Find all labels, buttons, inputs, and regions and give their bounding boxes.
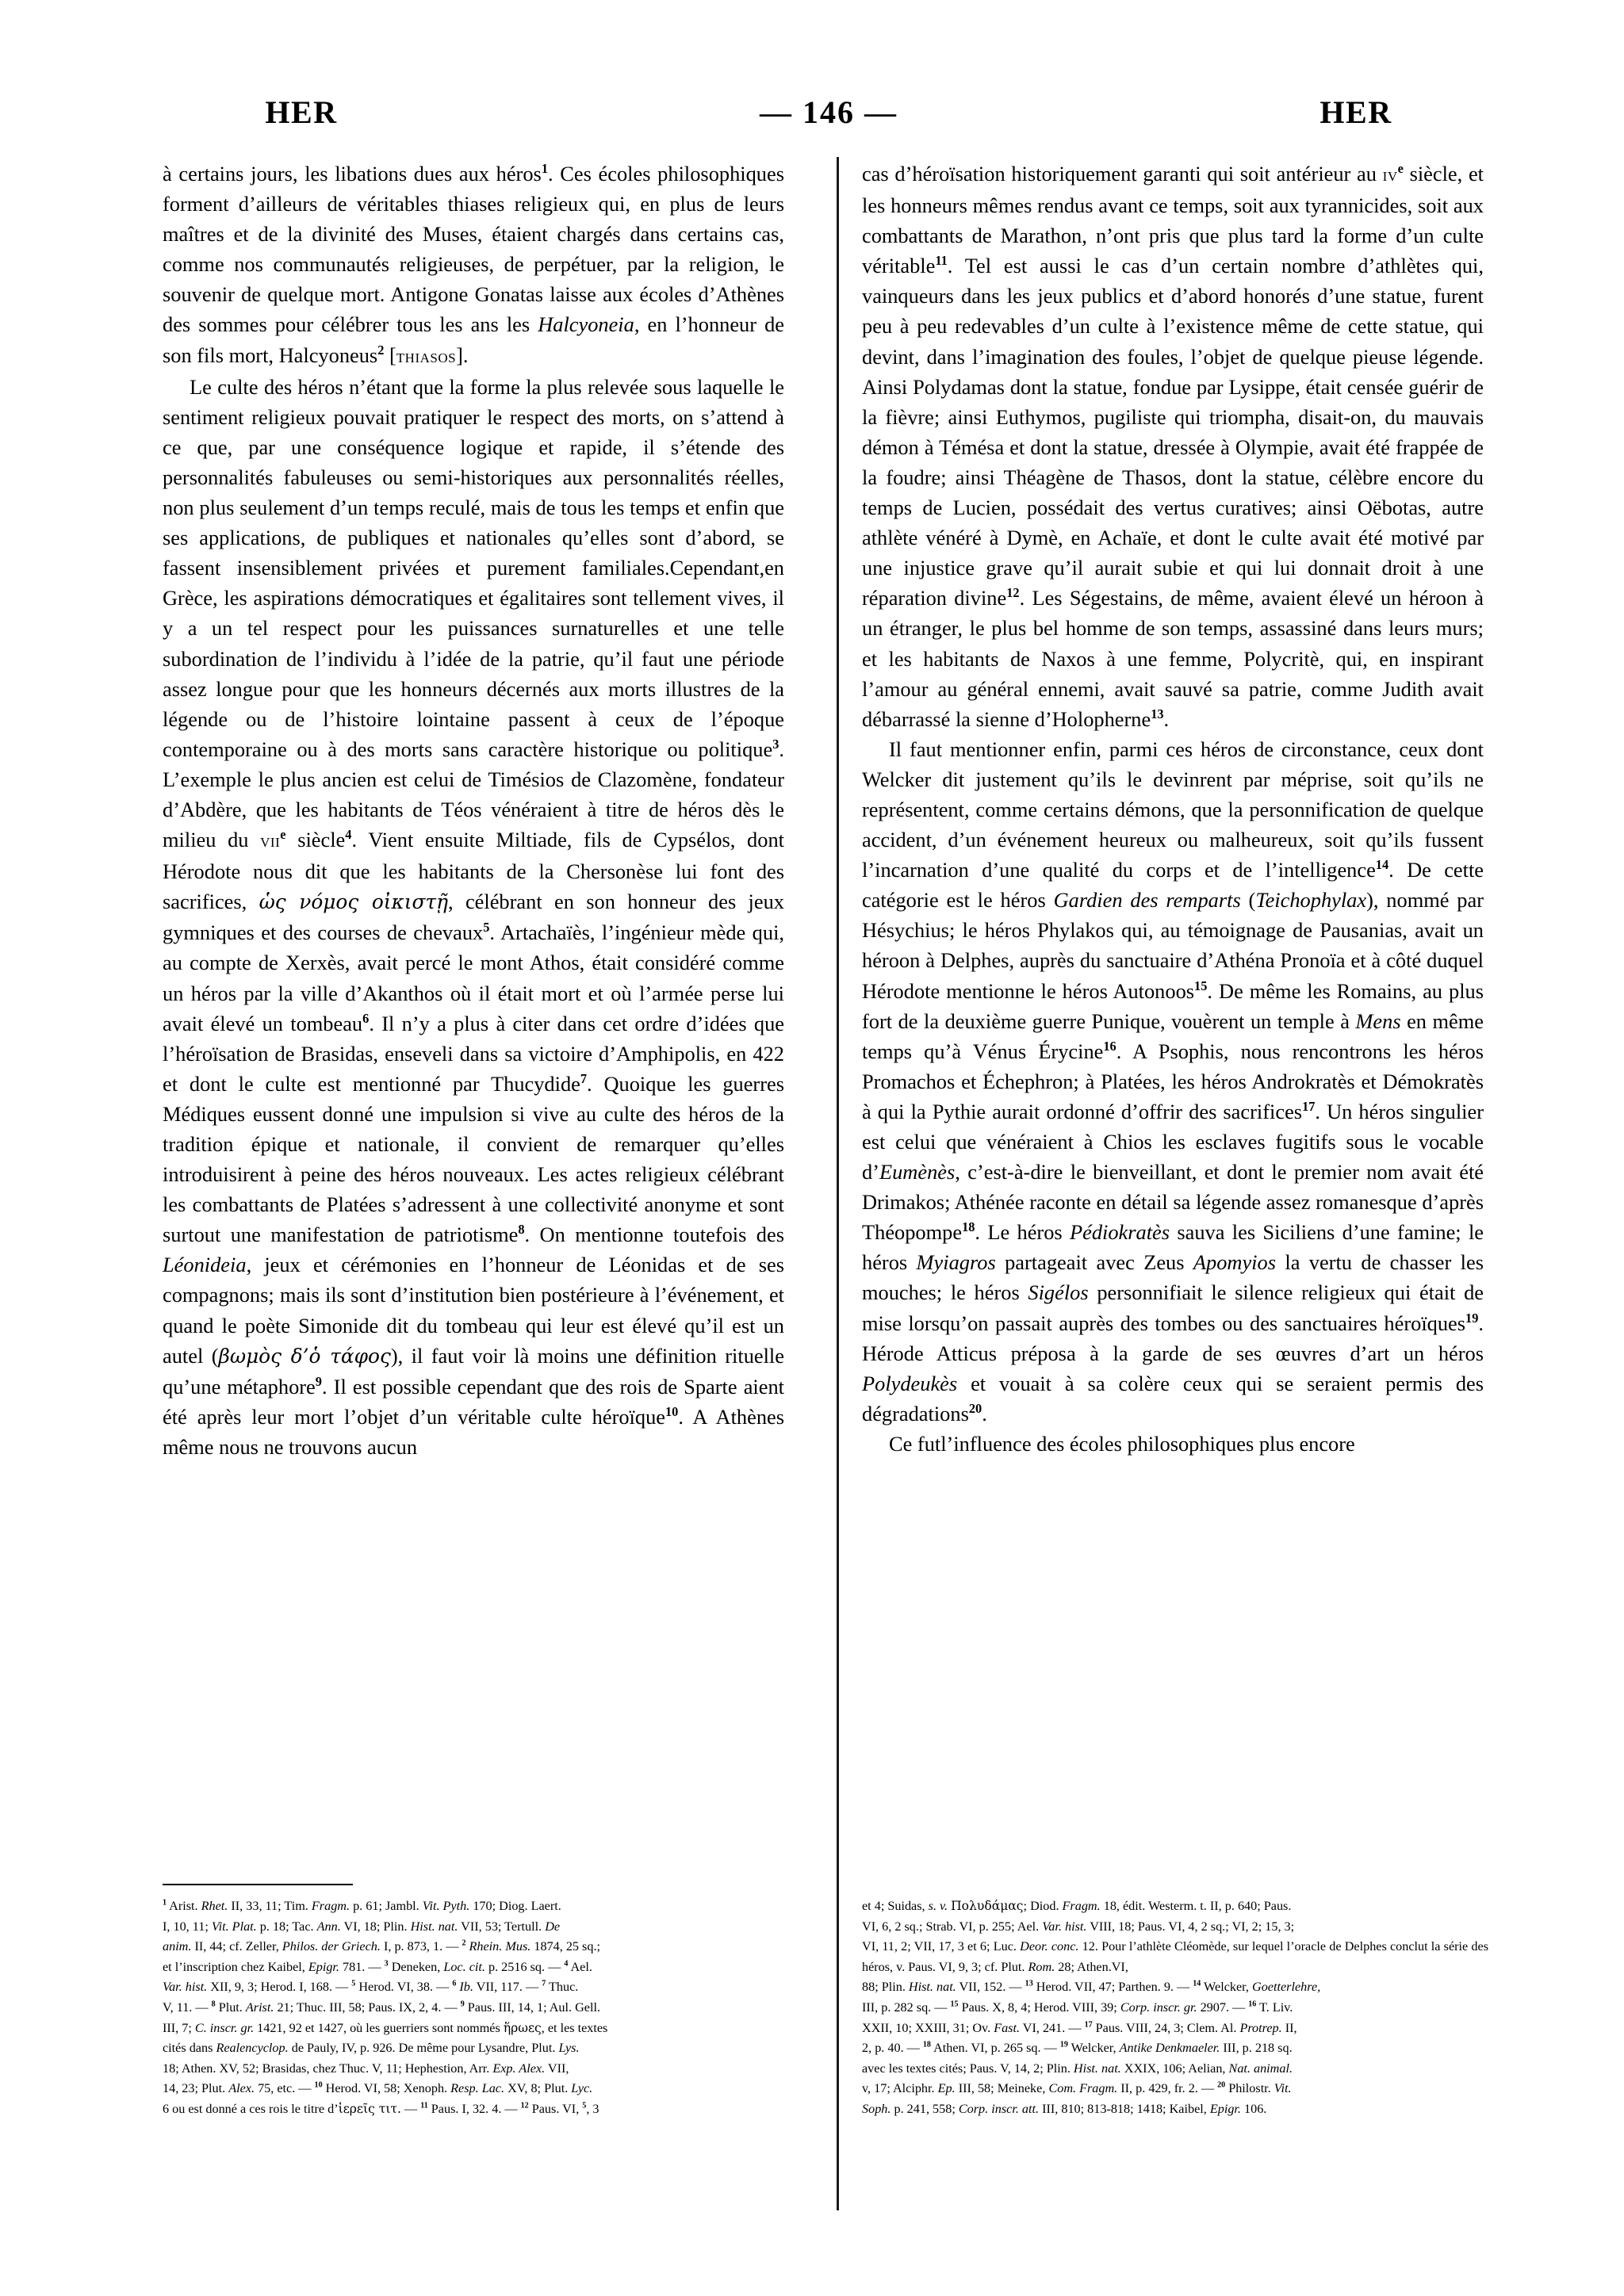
body-column-right <box>862 159 1484 1459</box>
footnote-line: III, 7; C. inscr. gr. 1421, 92 et 1427, où les guerriers sont nommés ἥρωες, et les textes <box>163 2020 608 2035</box>
footnote-line: XXII, 10; XXIII, 31; Ov. Fast. VI, 241. — $^{17}$ Paus. VIII, 24, 3; Clem. Al. Protrep. II, <box>862 2020 1297 2035</box>
footnote-line: avec les textes cités; Paus. V, 14, 2; Plin. Hist. nat. XXIX, 106; Aelian, Nat. animal. <box>862 2061 1293 2076</box>
footnote-line: III, p. 282 sq. — $^{15}$ Paus. X, 8, 4; Herod. VIII, 39; Corp. inscr. gr. 2907. — $^{16}$ T. Liv. <box>862 1999 1293 2015</box>
footnote-line: v, 17; Alciphr. Ep. III, 58; Meineke, Com. Fragm. II, p. 429, fr. 2. — $^{20}$ Philostr. Vit. <box>862 2080 1292 2096</box>
footnote-separator-rule <box>163 1884 353 1885</box>
running-head-right: HER <box>1320 94 1392 130</box>
footnote-line: $^1$ Arist. Rhet. II, 33, 11; Tim. Fragm. p. 61; Jambl. Vit. Pyth. 170; Diog. Laert. <box>163 1898 561 1913</box>
footnote-line: et l’inscription chez Kaibel, Epigr. 781. — $^3$ Deneken, Loc. cit. p. 2516 sq. — $^4$ Ael. <box>163 1959 592 1974</box>
footnote-line: et 4; Suidas, s. v. Πολυδάμας; Diod. Fragm. 18, édit. Westerm. t. II, p. 640; Paus. <box>862 1899 1292 1913</box>
column-divider-rule <box>837 157 839 2210</box>
footnote-line: VI, 11, 2; VII, 17, 3 et 6; Luc. Deor. conc. 12. Pour l’athlète Cléomède, sur lequel l’oracle de Delphes conclut la série des héros, v. Paus. VI, 9, 3; cf. Plut. Rom. 28; Athen.VI, <box>862 1939 1488 1974</box>
footnote-line: 6 ou est donné a ces rois le titre d’ἱερεῖς τιτ. — $^{11}$ Paus. I, 32. 4. — $^{12}$ Paus. VI, $^5$, 3 <box>163 2101 599 2116</box>
footnote-line: I, 10, 11; Vit. Plat. p. 18; Tac. Ann. VI, 18; Plin. Hist. nat. VII, 53; Tertull. De <box>163 1919 561 1934</box>
paragraph: Le culte des héros n’étant que la forme la plus relevée sous laquelle le sentiment religieux pouvait pratiquer le respect des morts, on s’attend à ce que, par une conséquence logique et rapide, il s’étende des personnalités fabuleuses ou semi-historiques aux personnalités réelles, non plus seulement d’un temps reculé, mais de tous les temps et enfin que ses applications, de publiques et nationales qu’elles sont d’abord, se fassent insensiblement privées et purement familiales.Cependant,en Grèce, les aspirations démocratiques et égalitaires sont tellement vives, il y a un tel respect pour les puissances surnaturelles et une telle subordination de l’individu à l’idée de la patrie, qu’il faut une période assez longue pour que les honneurs décernés aux morts illustres de la légende ou de l’histoire lointaine passent à ceux de l’époque contemporaine ou à des morts sans caractère historique ou politique$^3$. L’exemple le plus ancien est celui de Timésios de Clazomène, fondateur d’Abdère, que les habitants de Téos vénéraient à titre de héros dès le milieu du vii$^e$ siècle$^4$. Vient ensuite Miltiade, fils de Cypsélos, dont Hérodote nous dit que les habitants de la Chersonèse lui font des sacrifices, ὡς νόμος οἰκιστῇ, célébrant en son honneur des jeux gymniques et des courses de chevaux$^5$. Artachaïès, l’ingénieur mède qui, au compte de Xerxès, avait percé le mont Athos, était considéré comme un héros par la ville d’Akanthos où il était mort et où l’armée perse lui avait élevé un tombeau$^6$. Il n’y a plus à citer dans cet ordre d’idées que l’héroïsation de Brasidas, enseveli dans sa victoire d’Amphipolis, en 422 et dont le culte est mentionné par Thucydide$^7$. Quoique les guerres Médiques eussent donné une impulsion si vive au culte des héros de la tradition épique et nationale, il convient de remarquer qu’elles introduisirent à peine des héros nouveaux. Les actes religieux célébrant les combattants de Platées s’adressent à une collectivité anonyme et sont surtout une manifestation de patriotisme$^8$. On mentionne toutefois des Léonideia, jeux et cérémonies en l’honneur de Léonidas et de ses compagnons; mais ils sont d’institution bien postérieure à l’événement, et quand le poète Simonide dit du tombeau qui leur est élevé qu’il est un autel (βωμὸς δ’ὁ τάφος), il faut voir là moins une définition rituelle qu’une métaphore$^9$. Il est possible cependant que des rois de Sparte aient été après leur mort l’objet d’un véritable culte héroïque$^{10}$. A Athènes même nous ne trouvons aucun <box>163 374 785 1459</box>
footnote-line: cités dans Realencyclop. de Pauly, IV, p. 926. De même pour Lysandre, Plut. Lys. <box>163 2041 580 2056</box>
footnote-line: Soph. p. 241, 558; Corp. inscr. att. III, 810; 813-818; 1418; Kaibel, Epigr. 106. <box>862 2101 1267 2116</box>
footnote-line: VI, 6, 2 sq.; Strab. VI, p. 255; Ael. Var. hist. VIII, 18; Paus. VI, 4, 2 sq.; VI, 2; 15, 3; <box>862 1919 1295 1934</box>
paragraph: cas d’héroïsation historiquement garanti qui soit antérieur au $iv^e$ siècle, et les honneurs mêmes rendus avant ce temps, soit aux tyrannicides, soit aux combattants de Marathon, n’ont pris que plus tard la forme d’un culte véritable$^{11}$. Tel est aussi le cas d’un certain nombre d’athlètes qui, vainqueurs dans les jeux publics et d’abord honorés d’une statue, furent peu à peu redevables d’un culte à l’existence même de cette statue, qui devint, dans l’imagination des foules, l’objet de quelque pieuse légende. Ainsi Polydamas dont la statue, fondue par Lysippe, était censée guérir de la fièvre; ainsi Euthymos, pugiliste qui triompha, disait-on, du mauvais démon à Témésa et dont la statue, dressée à Olympie, avait été frappée de la foudre; ainsi Théagène de Thasos, dont la statue, célèbre encore du temps de Lucien, possédait des vertus curatives; ainsi Oëbotas, autre athlète vénéré à Dymè, en Achaïe, et dont le culte avait été motivé par une injustice grave qu’il aurait subie et qui lui donnait droit à une réparation divine$^{12}$. Les Ségestains, de même, avaient élevé un héroon à un étranger, le plus bel homme de son temps, assassiné dans leurs murs; et les habitants de Naxos à une femme, Polycritè, qui, en inspirant l’amour au général ennemi, avait sauvé sa patrie, comme Judith avait débarrassé la sienne d’Holopherne$^{13}$. <box>862 161 1484 731</box>
paragraph: Il faut mentionner enfin, parmi ces héros de circonstance, ceux dont Welcker dit justement qu’ils le devinrent par méprise, soit qu’ils ne représentent, comme certains démons, que la personnification de quelque accident, d’un événement heureux ou malheureux, soit qu’ils fussent l’incarnation d’une qualité du corps et de l’intelligence$^{14}$. De cette catégorie est le héros Gardien des remparts (Teichophylax), nommé par Hésychius; le héros Phylakos qui, au témoignage de Pausanias, avait un héroon à Delphes, auprès du sanctuaire d’Athéna Pronoïa et à côté duquel Hérodote mentionne le héros Autonoos$^{15}$. De même les Romains, au plus fort de la deuxième guerre Punique, vouèrent un temple à Mens en même temps qu’à Vénus Érycine$^{16}$. A Psophis, nous rencontrons les héros Promachos et Échephron; à Platées, les héros Androkratès et Démokratès à qui la Pythie aurait ordonné d’offrir des sacrifices$^{17}$. Un héros singulier est celui que vénéraient à Chios les esclaves fugitifs sous le vocable d’Eumènès, c’est-à-dire le bienveillant, et dont le premier nom avait été Drimakos; Athénée raconte en détail sa légende assez romanesque d’après Théopompe$^{18}$. Le héros Pédiokratès sauva les Siciliens d’une famine; le héros Myiagros partageait avec Zeus Apomyios la vertu de chasser les mouches; le héros Sigélos personnifiait le silence religieux qui était de mise lorsqu’on passait auprès des tombes ou des sanctuaires héroïques$^{19}$. Hérode Atticus préposa à la garde de ses œuvres d’art un héros Polydeukès et vouait à sa colère ceux qui se seraient permis des dégradations$^{20}$. <box>862 737 1484 1425</box>
footnote-line: anim. II, 44; cf. Zeller, Philos. der Griech. I, p. 873, 1. — $^2$ Rhein. Mus. 1874, 25 sq.; <box>163 1938 600 1954</box>
footnotes-column-right <box>862 1896 1488 2120</box>
footnotes-column-left <box>163 1896 789 2120</box>
footnote-line: 14, 23; Plut. Alex. 75, etc. — $^{10}$ Herod. VI, 58; Xenoph. Resp. Lac. XV, 8; Plut. Lyc. <box>163 2080 593 2096</box>
footnote-line: Var. hist. XII, 9, 3; Herod. I, 168. — $^5$ Herod. VI, 38. — $^6$ Ib. VII, 117. — $^7$ Thuc. <box>163 1979 579 1995</box>
running-head-left: HER <box>265 94 338 130</box>
page-number: — 146 — <box>760 94 898 130</box>
footnote-line: 18; Athen. XV, 52; Brasidas, chez Thuc. V, 11; Hephestion, Arr. Exp. Alex. VII, <box>163 2061 569 2076</box>
footnote-line: 88; Plin. Hist. nat. VII, 152. — $^{13}$ Herod. VII, 47; Parthen. 9. — $^{14}$ Welcker, Goetterlehre, <box>862 1979 1321 1995</box>
footnote-line: 2, p. 40. — $^{18}$ Athen. VI, p. 265 sq. — $^{19}$ Welcker, Antike Denkmaeler. III, p. 218 sq. <box>862 2040 1293 2056</box>
footnote-line: V, 11. — $^8$ Plut. Arist. 21; Thuc. III, 58; Paus. IX, 2, 4. — $^9$ Paus. III, 14, 1; Aul. Gell. <box>163 1999 601 2015</box>
paragraph: Ce futl’influence des écoles philosophiques plus encore <box>889 1431 1355 1456</box>
running-head <box>159 94 1499 141</box>
body-column-left <box>163 159 784 1462</box>
paragraph: à certains jours, les libations dues aux héros$^1$. Ces écoles philosophiques forment d’ailleurs de véritables thiases religieux qui, en plus de leurs maîtres et de la divinité des Muses, étaient chargés dans certains cas, comme nos communautés religieuses, de perpétuer, par la religion, le souvenir de quelque mort. Antigone Gonatas laisse aux écoles d’Athènes des sommes pour célébrer tous les ans les Halcyoneia, en l’honneur de son fils mort, Halcyoneus$^2$ [thiasos]. <box>163 161 784 367</box>
